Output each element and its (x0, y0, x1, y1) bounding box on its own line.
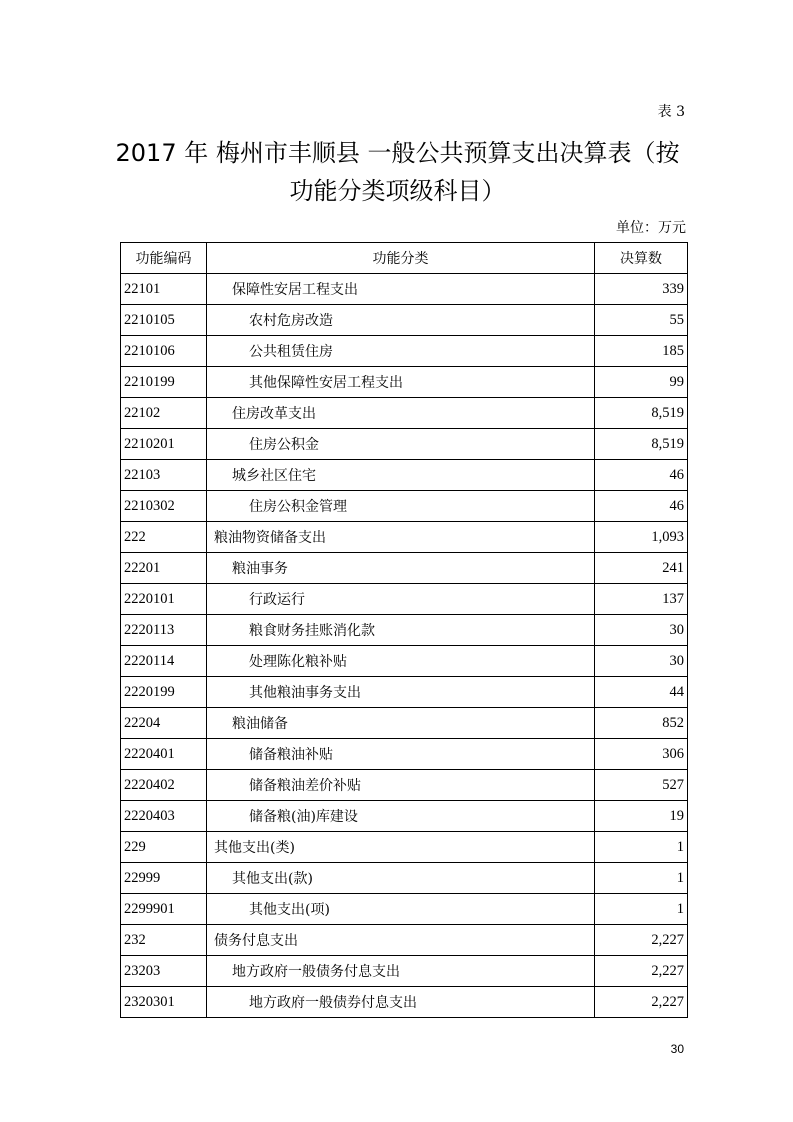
row-function-category: 地方政府一般债券付息支出 (207, 987, 595, 1018)
row-final-amount: 8,519 (595, 398, 688, 429)
row-function-category: 粮食财务挂账消化款 (207, 615, 595, 646)
row-function-code: 222 (121, 522, 207, 553)
budget-expenditure-table (120, 242, 688, 1018)
header-function-code: 功能编码 (121, 243, 207, 274)
page-number: 30 (670, 1042, 684, 1056)
table-row (121, 894, 688, 925)
row-function-category: 其他支出(项) (207, 894, 595, 925)
row-function-category: 其他粮油事务支出 (207, 677, 595, 708)
row-final-amount: 1,093 (595, 522, 688, 553)
row-function-code: 2220402 (121, 770, 207, 801)
row-function-category: 处理陈化粮补贴 (207, 646, 595, 677)
row-function-category: 粮油物资储备支出 (207, 522, 595, 553)
table-row (121, 925, 688, 956)
row-function-category: 地方政府一般债务付息支出 (207, 956, 595, 987)
row-function-code: 2210106 (121, 336, 207, 367)
table-row (121, 708, 688, 739)
row-function-code: 2220403 (121, 801, 207, 832)
row-function-category: 农村危房改造 (207, 305, 595, 336)
table-row (121, 553, 688, 584)
row-final-amount: 1 (595, 894, 688, 925)
row-function-category: 其他支出(类) (207, 832, 595, 863)
row-function-code: 22103 (121, 460, 207, 491)
row-final-amount: 1 (595, 832, 688, 863)
table-row (121, 429, 688, 460)
row-function-code: 2210201 (121, 429, 207, 460)
table-row (121, 460, 688, 491)
table-row (121, 801, 688, 832)
row-function-category: 粮油储备 (207, 708, 595, 739)
table-header-row (121, 243, 688, 274)
row-function-category: 住房改革支出 (207, 398, 595, 429)
row-function-code: 23203 (121, 956, 207, 987)
row-function-code: 232 (121, 925, 207, 956)
table-body (121, 274, 688, 1018)
row-final-amount: 339 (595, 274, 688, 305)
row-final-amount: 137 (595, 584, 688, 615)
row-function-category: 储备粮油差价补贴 (207, 770, 595, 801)
table-row (121, 770, 688, 801)
row-function-category: 其他支出(款) (207, 863, 595, 894)
row-final-amount: 2,227 (595, 956, 688, 987)
row-final-amount: 185 (595, 336, 688, 367)
row-function-code: 2220401 (121, 739, 207, 770)
row-function-category: 保障性安居工程支出 (207, 274, 595, 305)
table-row (121, 398, 688, 429)
row-function-code: 2220114 (121, 646, 207, 677)
row-function-code: 22101 (121, 274, 207, 305)
table-row (121, 491, 688, 522)
table-row (121, 367, 688, 398)
row-final-amount: 30 (595, 615, 688, 646)
row-function-category: 公共租赁住房 (207, 336, 595, 367)
row-final-amount: 19 (595, 801, 688, 832)
row-function-code: 2210105 (121, 305, 207, 336)
row-function-category: 城乡社区住宅 (207, 460, 595, 491)
row-function-category: 住房公积金 (207, 429, 595, 460)
row-function-code: 22201 (121, 553, 207, 584)
row-final-amount: 30 (595, 646, 688, 677)
table-row (121, 305, 688, 336)
row-final-amount: 241 (595, 553, 688, 584)
row-function-code: 2320301 (121, 987, 207, 1018)
row-function-code: 229 (121, 832, 207, 863)
row-function-category: 储备粮(油)库建设 (207, 801, 595, 832)
table-row (121, 863, 688, 894)
row-final-amount: 2,227 (595, 925, 688, 956)
header-final-amount: 决算数 (595, 243, 688, 274)
row-function-code: 2220113 (121, 615, 207, 646)
table-row (121, 646, 688, 677)
table-number-label: 表 3 (657, 104, 685, 120)
row-final-amount: 55 (595, 305, 688, 336)
row-function-code: 2220199 (121, 677, 207, 708)
row-function-category: 债务付息支出 (207, 925, 595, 956)
row-function-code: 22204 (121, 708, 207, 739)
row-function-category: 储备粮油补贴 (207, 739, 595, 770)
row-final-amount: 2,227 (595, 987, 688, 1018)
row-function-code: 2220101 (121, 584, 207, 615)
header-function-category: 功能分类 (207, 243, 595, 274)
table-row (121, 739, 688, 770)
unit-label: 单位：万元 (616, 220, 686, 236)
table-row (121, 584, 688, 615)
table-row (121, 956, 688, 987)
row-final-amount: 46 (595, 491, 688, 522)
table-row (121, 615, 688, 646)
row-final-amount: 306 (595, 739, 688, 770)
row-function-code: 22102 (121, 398, 207, 429)
table-row (121, 522, 688, 553)
table-row (121, 336, 688, 367)
row-function-category: 其他保障性安居工程支出 (207, 367, 595, 398)
row-function-code: 2210302 (121, 491, 207, 522)
row-function-category: 粮油事务 (207, 553, 595, 584)
table-row (121, 274, 688, 305)
row-function-code: 22999 (121, 863, 207, 894)
table-row (121, 832, 688, 863)
row-function-category: 行政运行 (207, 584, 595, 615)
document-title-line-1: 2017 年 梅州市丰顺县 一般公共预算支出决算表（按 (115, 139, 680, 167)
row-final-amount: 527 (595, 770, 688, 801)
row-final-amount: 46 (595, 460, 688, 491)
row-final-amount: 1 (595, 863, 688, 894)
table-row (121, 987, 688, 1018)
row-function-category: 住房公积金管理 (207, 491, 595, 522)
row-function-code: 2210199 (121, 367, 207, 398)
row-final-amount: 99 (595, 367, 688, 398)
row-final-amount: 44 (595, 677, 688, 708)
row-final-amount: 852 (595, 708, 688, 739)
document-title-line-2: 功能分类项级科目） (289, 177, 506, 205)
row-function-code: 2299901 (121, 894, 207, 925)
row-final-amount: 8,519 (595, 429, 688, 460)
table-row (121, 677, 688, 708)
